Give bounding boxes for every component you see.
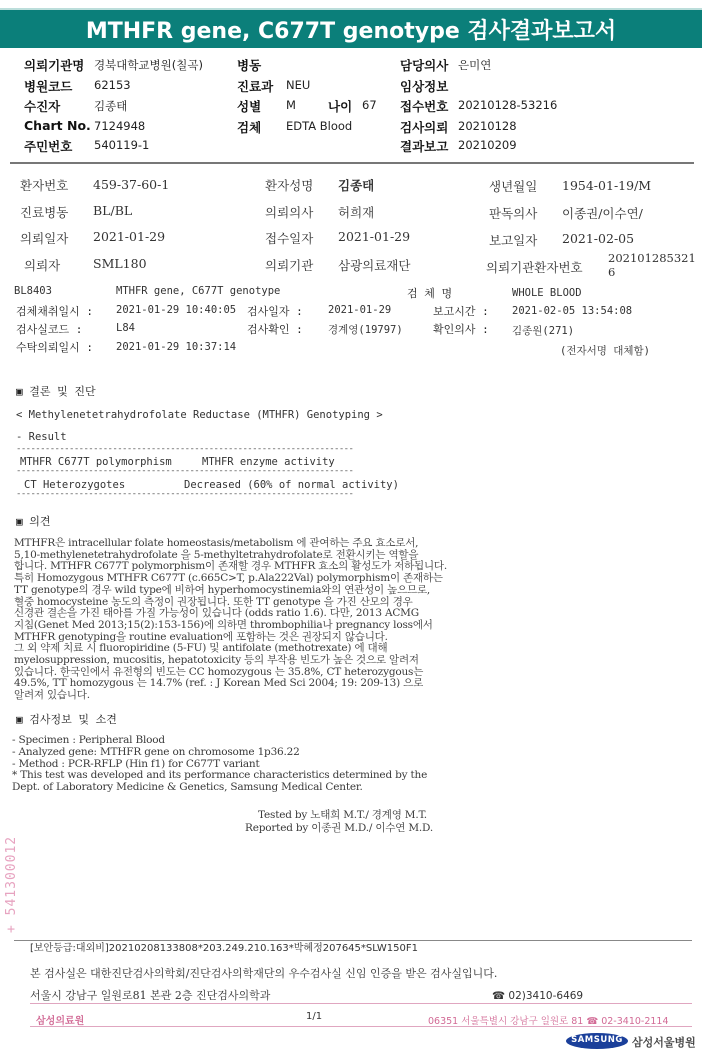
ward-label: 병동 (237, 58, 262, 73)
chart-no-label: Chart No. (24, 118, 91, 133)
patient-no-value: 459-37-60-1 (93, 177, 170, 192)
hospital-code-label: 병원코드 (24, 79, 73, 94)
report-time-label: 보고시간 : (433, 305, 489, 318)
report-date-value: 20210209 (458, 138, 517, 152)
opinion-line: TT genotype의 경우 wild type에 비하여 hyperhomocystinemia와의 연관성이 높으므로, (14, 583, 431, 596)
ward-code-label: 진료병동 (20, 205, 69, 220)
reported-by: Reported by 이종권 M.D./ 이수연 M.D. (245, 822, 434, 834)
report-date-label: 결과보고 (400, 139, 449, 154)
result-label: - Result (16, 431, 67, 443)
resident-no-label: 주민번호 (24, 139, 73, 154)
requesting-org-value: 삼광의료재단 (338, 258, 411, 273)
samsung-logo (566, 1033, 628, 1049)
opinion-line: MTHFR genotyping을 routine evaluation에 포함하는 것은 권장되지 않습니다. (14, 630, 388, 643)
report-title: MTHFR gene, C677T genotype 검사결과보고서 (85, 19, 617, 44)
doctor-label: 담당의사 (400, 58, 449, 73)
test-code: BL8403 (14, 285, 52, 297)
birthdate-value: 1954-01-19/M (562, 178, 652, 193)
test-info-line: Dept. of Laboratory Medicine & Genetics, Samsung Medical Center. (12, 781, 363, 794)
opinion-line: 알려져 있습니다. (14, 689, 90, 702)
order-date-value: 2021-01-29 (93, 229, 166, 244)
sex-value: M (286, 98, 296, 112)
footer-pink-line-2 (30, 1026, 692, 1027)
request-date-label: 검사의뢰 (400, 120, 449, 135)
requester-label: 의뢰자 (24, 258, 61, 273)
result-col-polymorphism: MTHFR C677T polymorphism (20, 456, 172, 468)
opinion-line: 합니다. MTHFR C677T polymorphism이 존재할 경우 MTHFR 효소의 활성도가 저하됩니다. (14, 560, 448, 573)
test-info-line: - Analyzed gene: MTHFR gene on chromosome 1p36.22 (12, 745, 300, 758)
result-dash-3: ---------------------------------------------------------------------- (16, 489, 354, 499)
result-section-title: ▣ 결론 및 진단 (16, 385, 96, 398)
result-heading: < Methylenetetrahydrofolate Reductase (MTHFR) Genotyping > (16, 409, 383, 421)
confirmer-value: 김종원(271) (512, 325, 575, 337)
resident-no-value: 540119-1 (94, 138, 150, 152)
requesting-org-label: 의뢰기관 (265, 258, 314, 273)
opinion-line: 그 외 약제 치료 시 fluoropiridine (5-FU) 및 antifolate (methotrexate) 에 대해 (14, 642, 388, 655)
checked-label: 검사확인 : (247, 323, 303, 336)
receipt-date-label: 접수일자 (265, 231, 314, 246)
lab-phone: ☎ 02)3410-6469 (492, 990, 584, 1002)
patient-name-value: 김종태 (94, 99, 128, 113)
result-genotype: CT Heterozygotes (24, 479, 126, 491)
patient-fullname-value: 김종태 (338, 178, 375, 193)
opinion-line: 특히 Homozygous MTHFR C677T (c.665C>T, p.Ala222Val) polymorphism이 존재하는 (14, 572, 443, 585)
reading-doctor-label: 판독의사 (489, 206, 538, 221)
tested-by: Tested by 노태희 M.T./ 경계영 M.T. (258, 809, 427, 821)
order-date-label: 의뢰일자 (20, 231, 69, 246)
accession-value: 20210128-53216 (458, 98, 558, 112)
specimen-label: 검체 (237, 120, 262, 135)
result-enzyme-activity: Decreased (60% of normal activity) (184, 479, 399, 491)
opinion-line: 혈중 homocysteine 농도의 측정이 권장됩니다. 또한 TT genotype 을 가진 산모의 경우 (14, 595, 413, 608)
receipt-date-value: 2021-01-29 (338, 229, 411, 244)
page-number: 1/1 (306, 1011, 323, 1022)
opinion-line: 있습니다. 한국인에서 유전형의 빈도는 CC homozygous 는 35.8%, CT heterozygous는 (14, 665, 424, 678)
specimen-name-label: 검 체 명 (407, 287, 453, 300)
specimen-value: EDTA Blood (286, 119, 353, 133)
result-dash-2: ---------------------------------------------------------------------- (16, 466, 354, 476)
specimen-name-value: WHOLE BLOOD (512, 287, 582, 299)
consign-value: 2021-01-29 10:37:14 (116, 341, 237, 353)
left-logo-text: 삼성의료원 (36, 1016, 85, 1027)
result-col-enzyme: MTHFR enzyme activity (202, 456, 335, 468)
security-info: [보안등급:대외비]20210208133808*203.249.210.163*박혜정207645*SLW150F1 (30, 943, 418, 954)
sex-label: 성별 (237, 99, 262, 114)
opinion-line: 5,10-methylenetetrahydrofolate 을 5-methyltetrahydrofolate로 전환시키는 역할을 (14, 548, 419, 561)
result-dash-1: ---------------------------------------------------------------------- (16, 444, 354, 454)
collect-value: 2021-01-29 10:40:05 (116, 304, 237, 316)
department-value: NEU (286, 78, 311, 92)
test-date-value: 2021-01-29 (328, 304, 392, 316)
test-info-section-title: ▣ 검사정보 및 소견 (16, 713, 117, 726)
confirmer-label: 확인의사 : (433, 323, 489, 336)
lab-code-value: L84 (116, 322, 135, 334)
side-document-code (2, 825, 20, 935)
birthdate-label: 생년월일 (489, 179, 538, 194)
ordering-doctor-label: 의뢰의사 (265, 205, 314, 220)
opinion-section-title: ▣ 의견 (16, 515, 51, 528)
consign-label: 수탁의뢰일시 : (16, 341, 94, 354)
patient-fullname-label: 환자성명 (265, 178, 314, 193)
footer-pink-line (30, 1003, 692, 1004)
institution-value: 경북대학교병원(칠곡) (94, 58, 203, 72)
opinion-line: 49.5%, TT homozygous 는 14.7% (ref. : J Korean Med Sci 2004; 19: 209-13) 으로 (14, 677, 424, 690)
org-patient-no-value-cont: 6 (608, 265, 616, 279)
samsung-logo-text: SAMSUNG (571, 1035, 623, 1045)
test-date-label: 검사일자 : (247, 305, 303, 318)
hospital-address: 06351 서울특별시 강남구 일원로 81 ☎ 02-3410-2114 (428, 1016, 669, 1027)
chart-no-value: 7124948 (94, 119, 146, 133)
report-day-value: 2021-02-05 (562, 231, 635, 246)
test-name: MTHFR gene, C677T genotype (116, 285, 281, 297)
opinion-line: myelosuppression, mucositis, hepatotoxicity 등의 부작용 빈도가 높은 것으로 알려져 (14, 654, 419, 666)
ward-code-value: BL/BL (93, 203, 133, 218)
accession-label: 접수번호 (400, 99, 449, 114)
ordering-doctor-value: 허희재 (338, 205, 375, 220)
opinion-line: 지침(Genet Med 2013;15(2):153-156)에 의하면 thrombophilia나 pregnancy loss에서 (14, 618, 433, 631)
clinical-info-label: 임상정보 (400, 79, 449, 94)
doctor-value: 은미연 (458, 58, 492, 72)
patient-name-label: 수진자 (24, 99, 61, 114)
top-divider (10, 162, 694, 164)
report-time-value: 2021-02-05 13:54:08 (512, 305, 633, 317)
department-label: 진료과 (237, 79, 274, 94)
reading-doctor-value: 이종권/이수연/ (562, 206, 643, 221)
esign-note: (전자서명 대체함) (560, 345, 650, 357)
opinion-line: 신경관 결손을 가진 태아를 가질 가능성이 있습니다 (odds ratio 1.6). 다만, 2013 ACMG (14, 607, 419, 620)
age-label: 나이 (328, 99, 353, 114)
lab-code-label: 검사실코드 : (16, 323, 83, 336)
opinion-line: MTHFR은 intracellular folate homeostasis/metabolism 에 관여하는 주요 효소로서, (14, 537, 419, 549)
org-patient-no-label: 의뢰기관환자번호 (486, 260, 583, 275)
institution-label: 의뢰기관명 (24, 58, 85, 73)
org-patient-no-value: 202101285321 (608, 251, 696, 265)
certification-note: 본 검사실은 대한진단검사의학회/진단검사의학재단의 우수검사실 신임 인증을 받은 검사실입니다. (30, 967, 498, 980)
test-info-line: - Method : PCR-RFLP (Hin f1) for C677T variant (12, 757, 260, 770)
patient-no-label: 환자번호 (20, 178, 69, 193)
lab-address: 서울시 강남구 일원로81 본관 2층 진단검사의학과 (30, 989, 271, 1002)
requester-value: SML180 (93, 256, 147, 271)
report-day-label: 보고일자 (489, 233, 538, 248)
test-info-line: * This test was developed and its performance characteristics determined by the (12, 769, 428, 782)
hospital-code-value: 62153 (94, 78, 131, 92)
age-value: 67 (362, 98, 377, 112)
request-date-value: 20210128 (458, 119, 517, 133)
checked-value: 경계영(19797) (328, 324, 403, 336)
test-info-line: - Specimen : Peripheral Blood (12, 734, 165, 746)
hospital-name: 삼성서울병원 (632, 1036, 696, 1049)
svg-text:+ 541300012: + 541300012 (4, 835, 19, 933)
collect-label: 검체채취일시 : (16, 305, 94, 318)
